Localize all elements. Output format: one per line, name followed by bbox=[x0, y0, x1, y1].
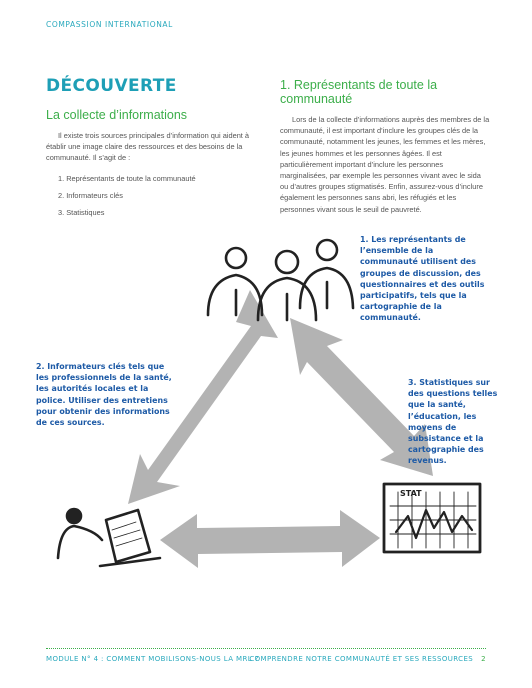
chart-label: STAT bbox=[400, 489, 422, 498]
page-number: 2 bbox=[481, 655, 486, 663]
right-column bbox=[280, 78, 490, 215]
person-icon bbox=[300, 240, 353, 308]
statistics-sketch bbox=[384, 484, 480, 552]
laptop-icon bbox=[100, 510, 160, 566]
list-item: 3. Statistiques bbox=[58, 207, 105, 217]
footer-section bbox=[249, 655, 486, 663]
footer-divider bbox=[46, 648, 486, 649]
org-header: COMPASSION INTERNATIONAL bbox=[46, 20, 173, 29]
arrows-group bbox=[128, 290, 433, 568]
section-title: DÉCOUVERTE bbox=[46, 76, 177, 96]
intro-paragraph: Il existe trois sources principales d’information qui aident à établir une image claire des ressources et des besoins de la communauté. Il s’agit de : bbox=[46, 131, 250, 163]
left-column bbox=[46, 76, 268, 225]
people-sketch bbox=[208, 240, 353, 320]
person-icon bbox=[258, 251, 316, 320]
representatives-paragraph: Lors de la collecte d’informations auprès des membres de la communauté, il est important d’inclure les groupes clés de la communauté, notamment les jeunes, les femmes et les mères, les jeunes hommes et les personnes âgées. Il est particulièrement important d’inclure les personnes marginalisées, par exemple les personnes vivant avec le sida ou d’autres groupes stigmatisés. Enfin, assurez-vous d’inclure également les personnes sans abri, les réfugiés et les personnes vivant sous le seuil de pauvreté. bbox=[280, 115, 490, 214]
section-subtitle: La collecte d’informations bbox=[46, 108, 188, 122]
annotation-key-informants: 2. Informateurs clés tels que les professionnels de la santé, les autorités locales et la police. Utiliser des entretiens pour obtenir des informations de ces sources. bbox=[36, 362, 172, 428]
list-item: 2. Informateurs clés bbox=[58, 190, 123, 200]
source-list bbox=[46, 174, 268, 217]
informant-head bbox=[67, 509, 81, 523]
informant-body bbox=[58, 526, 102, 558]
arrow-bottom-horizontal bbox=[160, 510, 380, 568]
annotation-statistics: 3. Statistiques sur des questions telles que la santé, l’éducation, les moyens de subsistance et la cartographie des revenus. bbox=[408, 378, 498, 466]
representatives-heading: 1. Représentants de toute la communauté bbox=[280, 78, 438, 106]
footer-module: MODULE N° 4 : COMMENT MOBILISONS-NOUS LA MRL ? bbox=[46, 655, 259, 663]
footer-section-title: COMPRENDRE NOTRE COMMUNAUTÉ ET SES RESSOURCES bbox=[249, 655, 474, 663]
list-item: 1. Représentants de toute la communauté bbox=[58, 173, 196, 183]
annotation-representatives: 1. Les représentants de l’ensemble de la communauté utilisent des groupes de discussion, des questionnaires et des outils participatifs, tels que la cartographie de la communauté. bbox=[360, 235, 485, 323]
informant-sketch bbox=[58, 509, 160, 566]
chart-grid bbox=[390, 492, 476, 548]
